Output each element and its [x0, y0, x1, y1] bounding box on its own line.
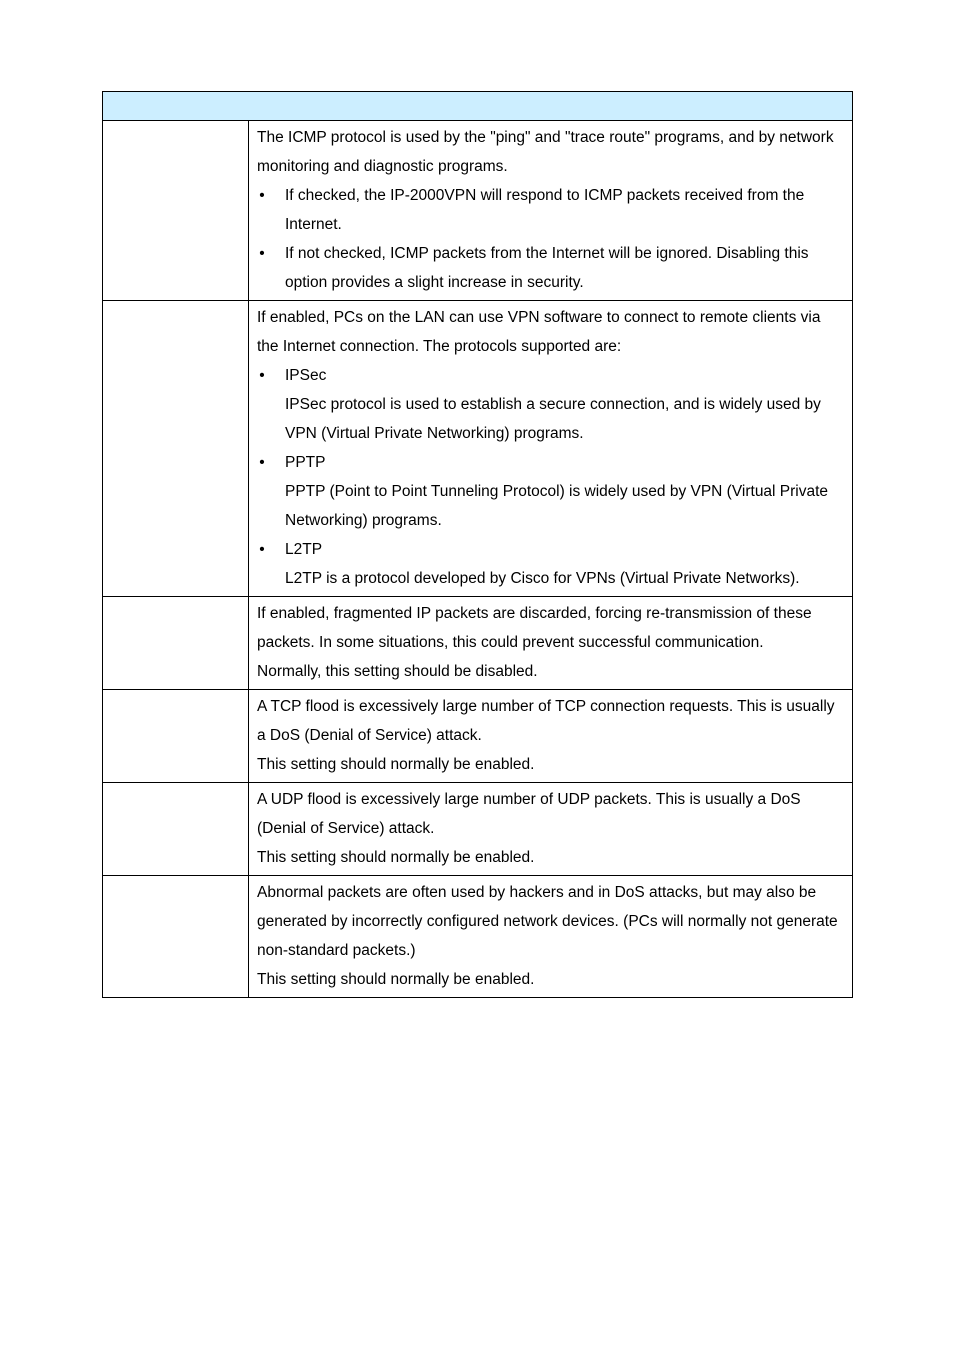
- bullet-item: [257, 535, 844, 593]
- table-row: [103, 783, 853, 876]
- bullet-item: [257, 239, 844, 297]
- table-row: [103, 690, 853, 783]
- settings-description-table: [102, 91, 853, 998]
- row-description-cell: [249, 597, 853, 690]
- bullet-dot-icon: •: [259, 367, 265, 384]
- bullet-dot-icon: •: [259, 541, 265, 558]
- bullet-title: L2TP: [285, 541, 323, 558]
- bullet-item: [257, 448, 844, 535]
- description-paragraph: If enabled, PCs on the LAN can use VPN software to connect to remote clients via the Internet connection. The protocols supported are:: [257, 309, 821, 355]
- bullet-item: [257, 361, 844, 448]
- description-paragraph: This setting should normally be enabled.: [257, 971, 535, 988]
- bullet-title: If not checked, ICMP packets from the Internet will be ignored. Disabling this option provides a slight increase in security.: [285, 245, 809, 291]
- table-row: [103, 876, 853, 998]
- description-paragraph: A UDP flood is excessively large number of UDP packets. This is usually a DoS (Denial of Service) attack.: [257, 791, 801, 837]
- row-description-cell: [249, 690, 853, 783]
- bullet-title: If checked, the IP-2000VPN will respond to ICMP packets received from the Internet.: [285, 187, 805, 233]
- bullet-dot-icon: •: [259, 245, 265, 262]
- table-row: [103, 301, 853, 597]
- bullet-text: IPSec protocol is used to establish a secure connection, and is widely used by VPN (Virtual Private Networking) programs.: [285, 396, 821, 442]
- row-description-cell: [249, 301, 853, 597]
- bullet-title: PPTP: [285, 454, 326, 471]
- bullet-text: PPTP (Point to Point Tunneling Protocol) is widely used by VPN (Virtual Private Networking) programs.: [285, 483, 829, 529]
- row-label-cell: [103, 301, 249, 597]
- bullet-dot-icon: •: [259, 187, 265, 204]
- bullet-dot-icon: •: [259, 454, 265, 471]
- table-header-cell: [103, 92, 853, 121]
- bullet-item: [257, 181, 844, 239]
- bullet-text: L2TP is a protocol developed by Cisco for VPNs (Virtual Private Networks).: [285, 570, 800, 587]
- row-label-cell: [103, 876, 249, 998]
- row-label-cell: [103, 783, 249, 876]
- bullet-title: IPSec: [285, 367, 327, 384]
- table-body: [103, 92, 853, 998]
- table-header-row: [103, 92, 853, 121]
- row-label-cell: [103, 597, 249, 690]
- description-paragraph: If enabled, fragmented IP packets are discarded, forcing re-transmission of these packets. In some situations, this could prevent successful communication.: [257, 605, 812, 651]
- description-paragraph: Abnormal packets are often used by hackers and in DoS attacks, but may also be generated by incorrectly configured network devices. (PCs will normally not generate non-standard packets.): [257, 884, 838, 959]
- row-description-cell: [249, 783, 853, 876]
- description-paragraph: A TCP flood is excessively large number of TCP connection requests. This is usually a DoS (Denial of Service) attack.: [257, 698, 835, 744]
- row-label-cell: [103, 121, 249, 301]
- table-row: [103, 597, 853, 690]
- description-paragraph: This setting should normally be enabled.: [257, 849, 535, 866]
- row-label-cell: [103, 690, 249, 783]
- row-description-cell: [249, 876, 853, 998]
- description-paragraph: The ICMP protocol is used by the "ping" and "trace route" programs, and by network monitoring and diagnostic programs.: [257, 129, 834, 175]
- row-description-cell: [249, 121, 853, 301]
- description-paragraph: This setting should normally be enabled.: [257, 756, 535, 773]
- description-paragraph: Normally, this setting should be disabled.: [257, 663, 538, 680]
- table-row: [103, 121, 853, 301]
